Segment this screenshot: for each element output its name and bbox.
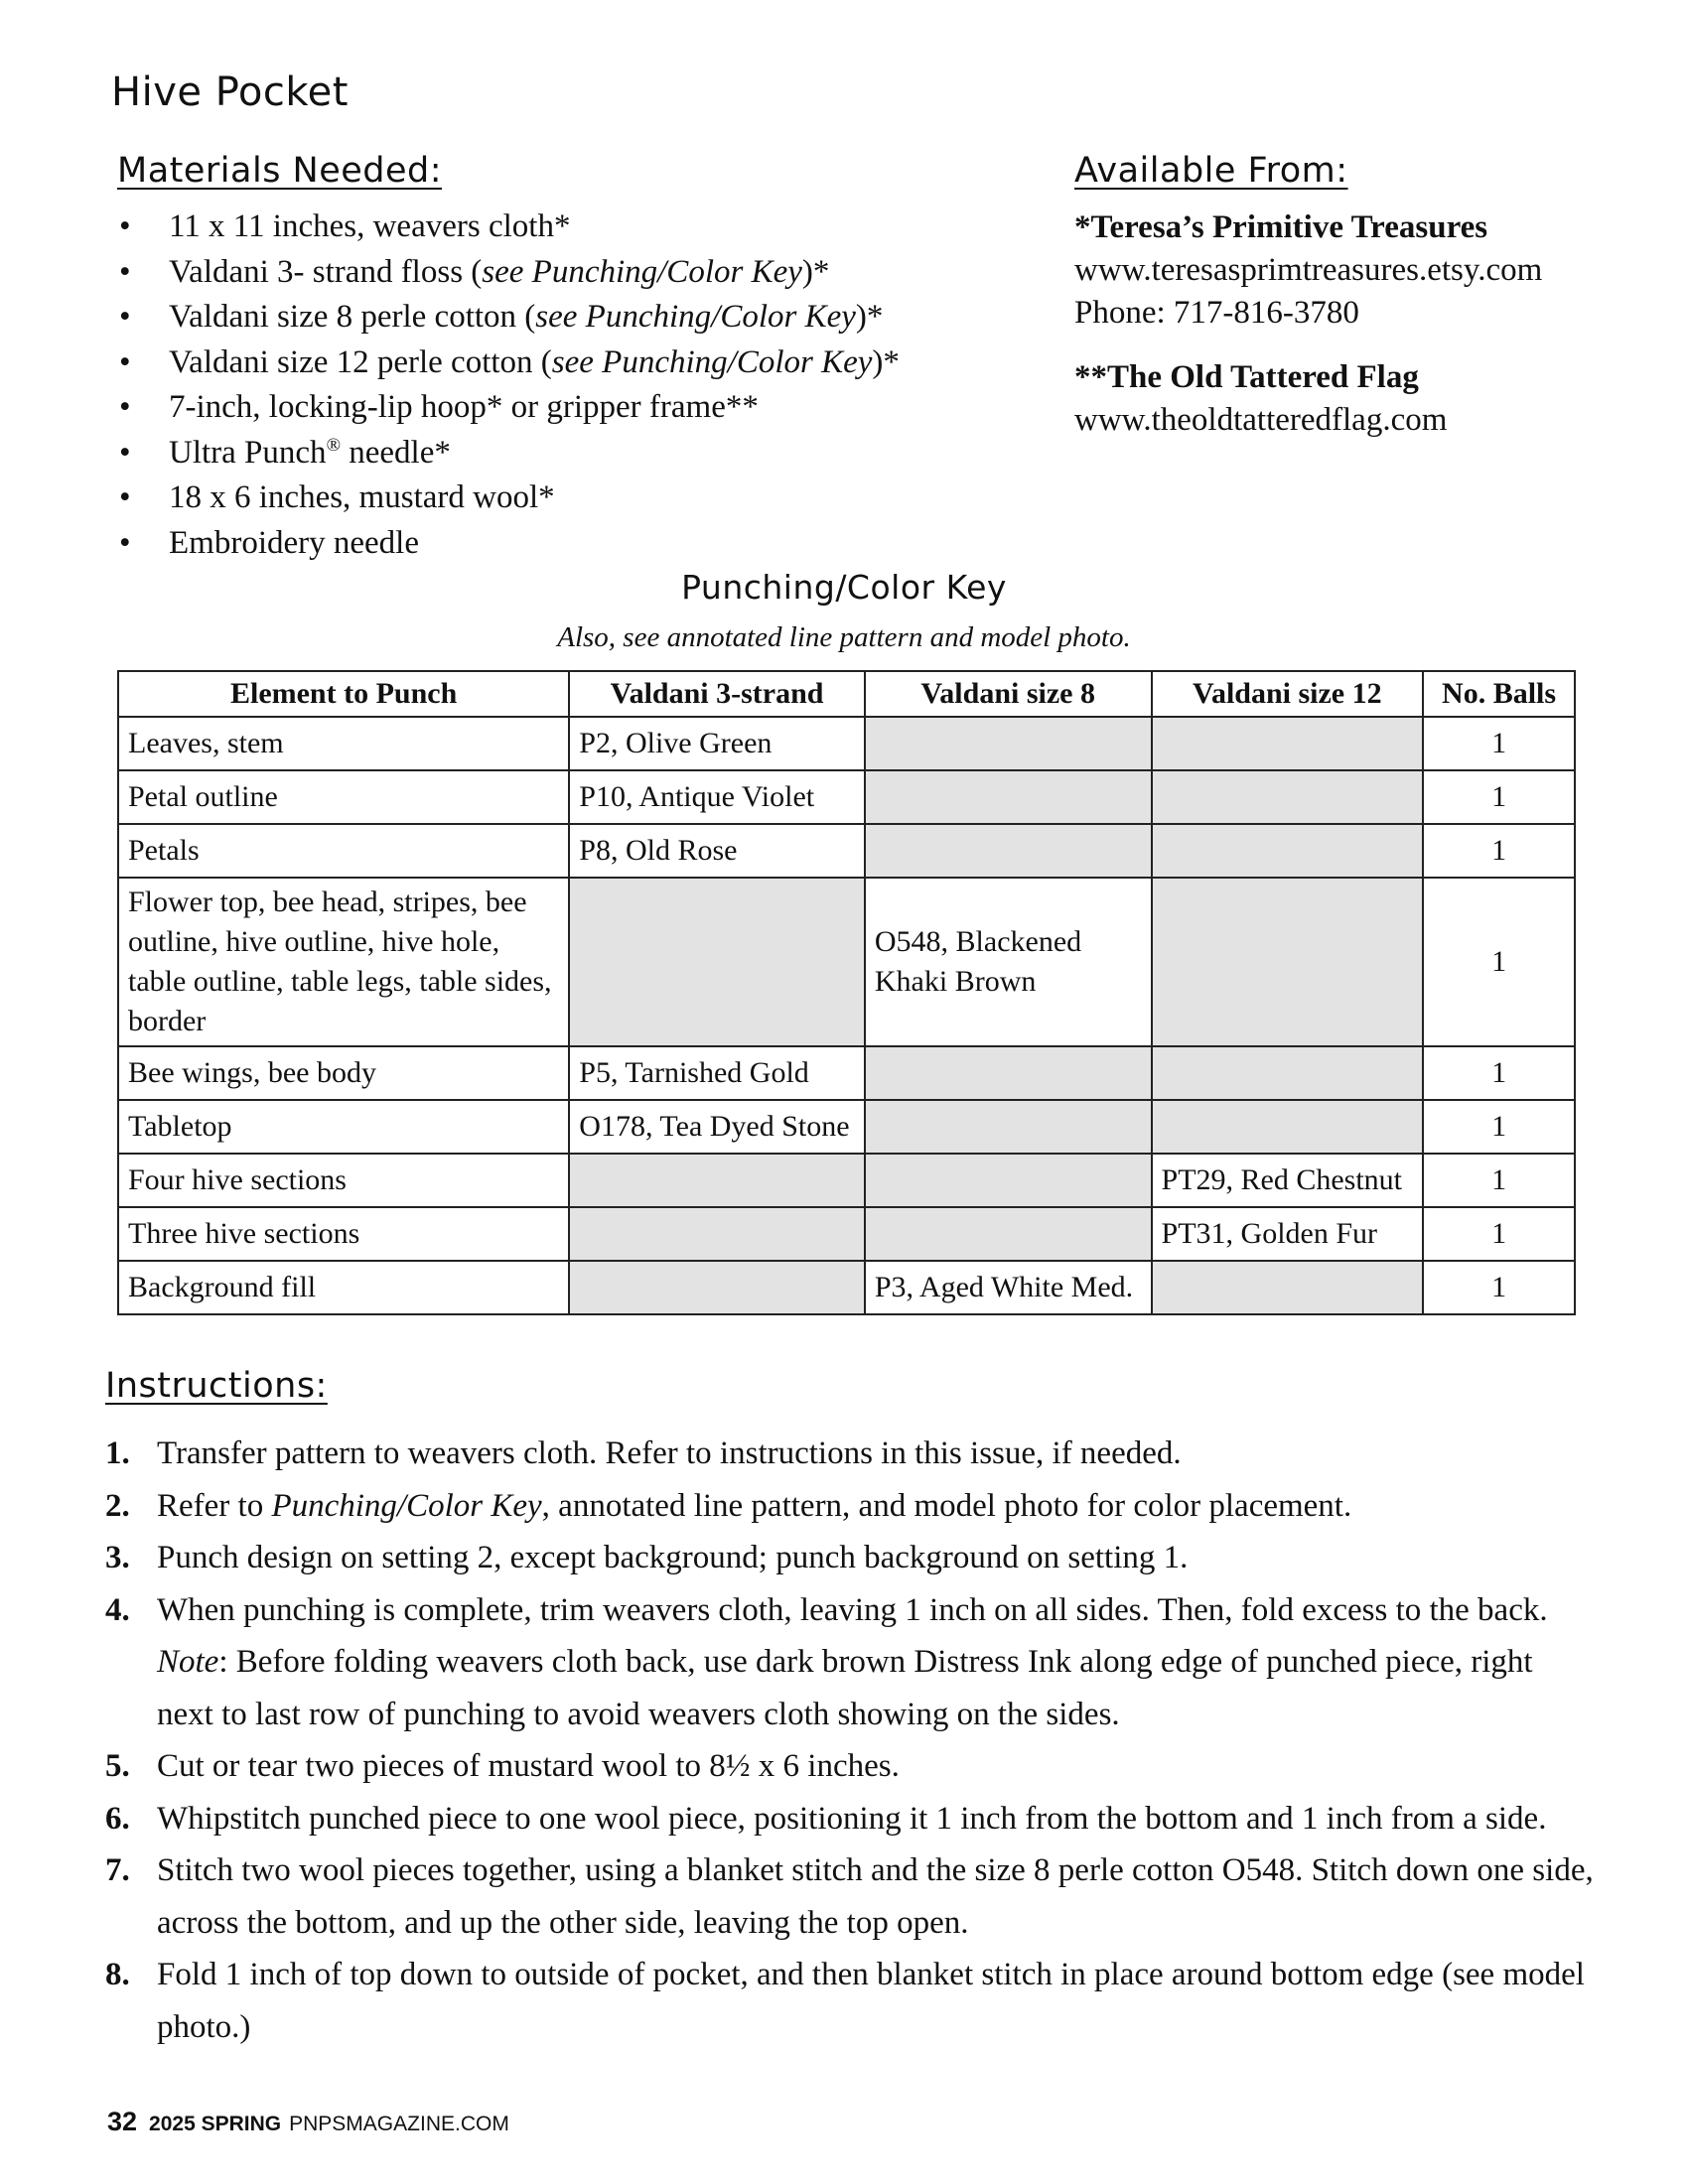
table-row [118,878,1575,1046]
material-item [117,476,900,521]
table-cell: P10, Antique Violet [569,770,865,824]
material-item [117,341,900,386]
table-cell [865,770,1152,824]
table-row [118,1100,1575,1154]
table-row [118,717,1575,770]
table-cell: Flower top, bee head, stripes, bee outline, hive outline, hive hole, table outline, table legs, table sides, border [118,878,569,1046]
table-cell: 1 [1423,1261,1575,1314]
table-cell [1152,770,1424,824]
supplier-contact: www.theoldtatteredflag.com [1074,402,1448,438]
step-number: 4. [105,1591,130,1628]
column-header: No. Balls [1423,671,1575,717]
table-cell [865,824,1152,878]
instruction-step [105,1793,1595,1845]
table-row [118,1207,1575,1261]
step-text: : Before folding weavers cloth back, use dark brown Distress Ink along edge of punched piece, right next to last row of punching to avoid weavers cloth showing on the sides. [157,1644,1533,1732]
page-title: Hive Pocket [111,69,349,115]
registered-mark: ® [326,434,341,456]
material-text: Valdani size 8 perle cotton ( [169,299,536,335]
table-cell [865,717,1152,770]
supplier-name: **The Old Tattered Flag [1074,359,1419,395]
table-cell: 1 [1423,1207,1575,1261]
table-cell: Three hive sections [118,1207,569,1261]
material-text: Embroidery needle [169,524,419,561]
instruction-step [105,1428,1595,1480]
step-text: Stitch two wool pieces together, using a blanket stitch and the size 8 perle cotton O548. Stitch down one side, across the bottom, and up the other side, leaving the top open. [157,1852,1594,1941]
materials-list [117,205,900,566]
step-text: Fold 1 inch of top down to outside of pocket, and then blanket stitch in place around bottom edge (see model photo.) [157,1957,1585,2045]
step-text: When punching is complete, trim weavers cloth, leaving 1 inch on all sides. Then, fold excess to the back. [157,1591,1548,1628]
available-from-heading: Available From: [1074,151,1348,191]
table-cell: Leaves, stem [118,717,569,770]
table-cell: Petal outline [118,770,569,824]
table-cell [569,878,865,1046]
table-cell: 1 [1423,1100,1575,1154]
material-ref: see Punching/Color Key [535,299,856,335]
material-item [117,295,900,341]
table-cell: P2, Olive Green [569,717,865,770]
instruction-step [105,1532,1595,1584]
step-number: 1. [105,1435,130,1471]
table-cell: 1 [1423,1154,1575,1207]
table-row [118,1261,1575,1314]
material-ref: see Punching/Color Key [551,343,873,380]
material-item [117,250,900,296]
table-cell [1152,1100,1424,1154]
step-text: Punching/Color Key [271,1487,542,1524]
table-cell [1152,717,1424,770]
step-number: 8. [105,1957,130,1992]
table-cell [865,1046,1152,1100]
table-cell: P3, Aged White Med. [865,1261,1152,1314]
material-text: )* [872,343,900,380]
step-number: 6. [105,1800,130,1837]
magazine-site: PNPSMAGAZINE.COM [289,2113,509,2135]
table-row [118,770,1575,824]
step-text: Punch design on setting 2, except background; punch background on setting 1. [157,1540,1189,1575]
color-key-table [117,670,1576,1315]
step-number: 3. [105,1540,130,1575]
step-number: 2. [105,1487,130,1524]
material-text: Ultra Punch [169,434,327,471]
table-row [118,1154,1575,1207]
table-cell [865,1100,1152,1154]
supplier-name: *Teresa’s Primitive Treasures [1074,209,1488,245]
table-cell [1152,878,1424,1046]
instruction-step [105,1740,1595,1793]
step-text: Note [157,1644,219,1680]
table-cell [1152,1261,1424,1314]
supplier [1074,206,1542,335]
material-text: Valdani size 12 perle cotton ( [169,343,552,380]
instructions-list [105,1428,1595,2053]
material-ref: see Punching/Color Key [482,253,802,290]
supplier-list [1074,206,1542,442]
table-cell: 1 [1423,878,1575,1046]
table-cell: Background fill [118,1261,569,1314]
issue-label: 2025 SPRING [149,2113,282,2135]
material-text: )* [801,253,830,290]
color-key-title: Punching/Color Key [681,568,1007,607]
table-cell: O548, Blackened Khaki Brown [865,878,1152,1046]
instruction-step [105,1844,1595,1949]
table-cell [569,1154,865,1207]
table-cell: 1 [1423,717,1575,770]
table-cell [865,1207,1152,1261]
table-cell [1152,824,1424,878]
step-text: Cut or tear two pieces of mustard wool to 8½ x 6 inches. [157,1748,900,1784]
supplier [1074,356,1542,442]
table-cell [569,1207,865,1261]
table-cell: P5, Tarnished Gold [569,1046,865,1100]
material-text: 18 x 6 inches, mustard wool* [169,479,555,515]
materials-heading: Materials Needed: [117,151,443,191]
table-cell: O178, Tea Dyed Stone [569,1100,865,1154]
material-text: needle* [341,434,451,471]
table-cell: P8, Old Rose [569,824,865,878]
material-text: 7-inch, locking-lip hoop* or gripper frame** [169,389,759,425]
instruction-step [105,1584,1595,1741]
table-cell [865,1154,1152,1207]
table-cell: 1 [1423,824,1575,878]
material-item [117,521,900,567]
table-cell: 1 [1423,770,1575,824]
table-row [118,1046,1575,1100]
step-number: 5. [105,1748,130,1784]
table-row [118,824,1575,878]
instruction-step [105,1480,1595,1533]
table-header-row [118,671,1575,717]
material-text: 11 x 11 inches, weavers cloth* [169,208,571,244]
table-cell: Tabletop [118,1100,569,1154]
step-text: Refer to [157,1487,272,1524]
instruction-step [105,1949,1595,2053]
column-header: Valdani 3-strand [569,671,865,717]
material-item [117,431,900,477]
material-item [117,385,900,431]
step-number: 7. [105,1852,130,1888]
page-number: 32 [107,2107,138,2136]
column-header: Valdani size 8 [865,671,1152,717]
step-text: Transfer pattern to weavers cloth. Refer to instructions in this issue, if needed. [157,1435,1182,1471]
table-cell: Petals [118,824,569,878]
column-header: Element to Punch [118,671,569,717]
supplier-contact: www.teresasprimtreasures.etsy.com [1074,252,1543,288]
material-text: Valdani 3- strand floss ( [169,253,483,290]
material-item [117,205,900,250]
step-text: Whipstitch punched piece to one wool piece, positioning it 1 inch from the bottom and 1 inch from a side. [157,1800,1547,1837]
table-cell: PT29, Red Chestnut [1152,1154,1424,1207]
table-cell [569,1261,865,1314]
material-text: )* [855,299,884,335]
supplier-contact: Phone: 717-816-3780 [1074,295,1359,331]
column-header: Valdani size 12 [1152,671,1424,717]
table-cell: PT31, Golden Fur [1152,1207,1424,1261]
table-cell: Bee wings, bee body [118,1046,569,1100]
page-footer [107,2107,509,2137]
table-cell: Four hive sections [118,1154,569,1207]
table-cell [1152,1046,1424,1100]
instructions-heading: Instructions: [105,1366,328,1406]
table-cell: 1 [1423,1046,1575,1100]
color-key-subtitle: Also, see annotated line pattern and model photo. [557,621,1131,653]
step-text: , annotated line pattern, and model photo for color placement. [541,1487,1352,1524]
